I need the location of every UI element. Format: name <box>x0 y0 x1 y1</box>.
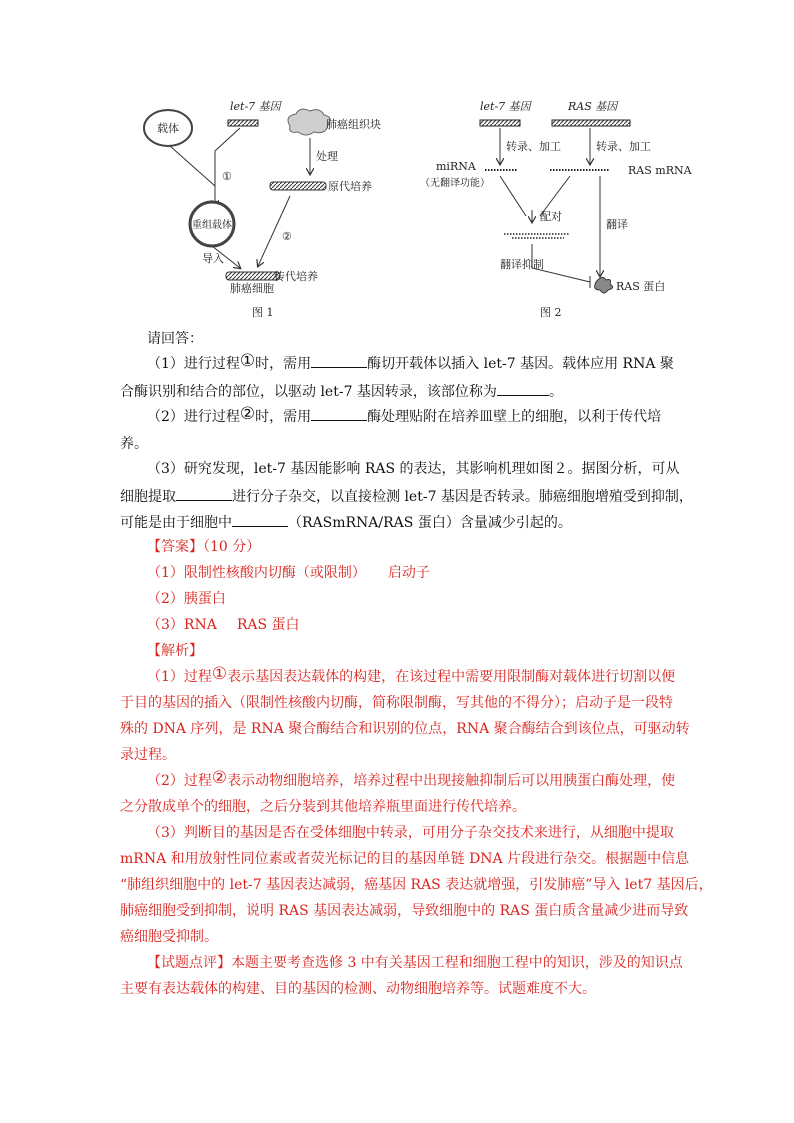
q2-text-b: 时，需用 <box>255 409 312 425</box>
tissue-blob <box>288 109 330 135</box>
q2-blank-1 <box>311 406 367 421</box>
q1-text-b: 时，需用 <box>255 356 312 372</box>
analysis-2-line-1 <box>147 768 676 791</box>
an2-step-marker: ② <box>211 768 228 788</box>
step1-label: ① <box>222 170 232 183</box>
question-3-line-1: （3）研究发现，let-7 基因能影响 RAS 的表达，其影响机理如图２。据图分析，可从 <box>147 461 680 477</box>
import-label: 导入 <box>202 252 224 265</box>
recombinant-label: 重组载体 <box>192 220 232 231</box>
carrier-label: 载体 <box>157 122 179 135</box>
analysis-1-line-4: 录过程。 <box>120 747 176 763</box>
mirna-label: miRNA <box>436 160 476 173</box>
answer-3 <box>147 615 300 635</box>
ras-protein-shape <box>595 277 613 293</box>
pairing-label: 配对 <box>540 210 562 223</box>
q1-text-end: 。 <box>548 384 563 400</box>
analysis-heading: 【解析】 <box>147 643 203 659</box>
analysis-3-line-2: mRNA 和用放射性同位素或者荧光标记的目的基因单链 DNA 片段进行杂交。根据题中信息 <box>120 851 690 867</box>
prompt-text: 请回答： <box>147 331 203 347</box>
figure-2 <box>420 100 693 319</box>
analysis-3-line-4: 肺癌细胞受到抑制，说明 RAS 基因表达减弱，导致细胞中的 RAS 蛋白质含量减少进而导致 <box>120 903 689 919</box>
comment-line-1: 【试题点评】本题主要考查选修 3 中有关基因工程和细胞工程中的知识，涉及的知识点 <box>147 955 683 971</box>
question-3-line-2 <box>120 486 693 507</box>
ras-mrna-label: RAS mRNA <box>628 164 692 177</box>
analysis-3-line-1: （3）判断目的基因是否在受体细胞中转录，可用分子杂交技术来进行，从细胞中提取 <box>147 825 674 841</box>
cells-label: 肺癌细胞 <box>230 282 274 295</box>
q3-text-3a: 可能是由于细胞中 <box>120 515 232 531</box>
comment-line-2: 主要有表达载体的构建、目的基因的检测、动物细胞培养等。试题难度不大。 <box>120 981 596 997</box>
question-2-line-2: 养。 <box>120 436 148 452</box>
fig1-caption: 图 1 <box>252 306 274 319</box>
answer-1 <box>147 563 430 583</box>
answer-1-b: 启动子 <box>387 565 430 581</box>
q3-text-3b: （RASmRNA/RAS 蛋白）含量减少引起的。 <box>288 515 572 531</box>
analysis-3-line-3: “肺组织细胞中的 let-7 基因表达减弱，癌基因 RAS 表达就增强，引发肺癌”导入 let7 基因后， <box>120 877 713 893</box>
mirna-note: （无翻译功能） <box>420 178 490 189</box>
analysis-1-line-3: 殊的 DNA 序列，是 RNA 聚合酶结合和识别的位点，RNA 聚合酶结合到该位点，可驱动转 <box>120 721 690 737</box>
question-1-line-1 <box>147 353 674 374</box>
passage-culture-dish <box>226 272 280 280</box>
q3-blank-2 <box>232 512 288 527</box>
analysis-1-line-2: 于目的基因的插入（限制性核酸内切酶，简称限制酶，写其他的不得分）；启动子是一段特 <box>120 695 673 711</box>
passage-label: 传代培养 <box>274 270 318 283</box>
q3-text-2b: 进行分子杂交，以直接检测 let-7 基因是否转录。肺癌细胞增殖受到抑制， <box>232 489 693 505</box>
q2-step-marker: ② <box>239 404 256 424</box>
q1-blank-1 <box>311 353 367 368</box>
fig1-gene-label: let-7 基因 <box>230 100 281 113</box>
fig2-ras-label: RAS 基因 <box>568 100 618 113</box>
question-1-line-2 <box>120 381 563 402</box>
q1-text-c: 酶切开载体以插入 let-7 基因。载体应用 RNA 聚 <box>367 356 674 372</box>
process-label: 处理 <box>316 150 338 163</box>
primary-label: 原代培养 <box>328 180 372 193</box>
an1-step-marker: ① <box>211 664 228 684</box>
primary-culture-dish <box>270 182 326 190</box>
an2-b: 表示动物细胞培养，培养过程中出现接触抑制后可以用胰蛋白酶处理，使 <box>227 773 676 789</box>
answer-2: （2）胰蛋白 <box>147 591 226 607</box>
q1-step-marker: ① <box>239 351 256 371</box>
an1-a: （1）过程 <box>147 669 212 685</box>
answer-3-a: （3）RNA <box>147 617 217 633</box>
question-2-line-1 <box>147 406 661 427</box>
analysis-2-line-2: 之分散成单个的细胞，之后分装到其他培养瓶里面进行传代培养。 <box>120 799 526 815</box>
answer-3-b: RAS 蛋白 <box>236 617 300 633</box>
q2-text-a: （2）进行过程 <box>147 409 240 425</box>
fig2-caption: 图 2 <box>540 306 562 319</box>
ras-protein-label: RAS 蛋白 <box>616 280 666 293</box>
q3-blank-1 <box>176 486 232 501</box>
inhibit-label: 翻译抑制 <box>500 258 544 271</box>
q1-text-line2: 合酶识别和结合的部位，以驱动 let-7 基因转录，该部位称为 <box>120 384 497 400</box>
q1-text-a: （1）进行过程 <box>147 356 240 372</box>
translate-label: 翻译 <box>606 218 628 231</box>
q1-blank-2 <box>497 381 549 396</box>
an1-b: 表示基因表达载体的构建，在该过程中需要用限制酶对载体进行切割以便 <box>227 669 676 685</box>
fig2-ras-bar <box>552 120 630 126</box>
transcribe1-label: 转录、加工 <box>506 140 561 153</box>
step2-label: ② <box>282 230 292 243</box>
fig2-let7-bar <box>480 120 520 126</box>
figure-diagrams <box>140 96 692 324</box>
tissue-label: 肺癌组织块 <box>326 118 381 131</box>
q3-text-2a: 细胞提取 <box>120 489 176 505</box>
analysis-1-line-1 <box>147 664 676 687</box>
analysis-3-line-5: 癌细胞受抑制。 <box>120 929 218 945</box>
paired-duplex <box>504 234 570 238</box>
q2-text-c: 酶处理贴附在培养皿壁上的细胞，以利于传代培 <box>367 409 662 425</box>
answer-1-a: （1）限制性核酸内切酶（或限制） <box>147 565 366 581</box>
an2-a: （2）过程 <box>147 773 212 789</box>
let7-gene-bar <box>228 120 258 126</box>
question-3-line-3 <box>120 512 572 533</box>
answer-heading: 【答案】（10 分） <box>147 539 261 555</box>
fig2-let7-label: let-7 基因 <box>480 100 531 113</box>
transcribe2-label: 转录、加工 <box>596 140 651 153</box>
figure-1 <box>144 100 381 319</box>
